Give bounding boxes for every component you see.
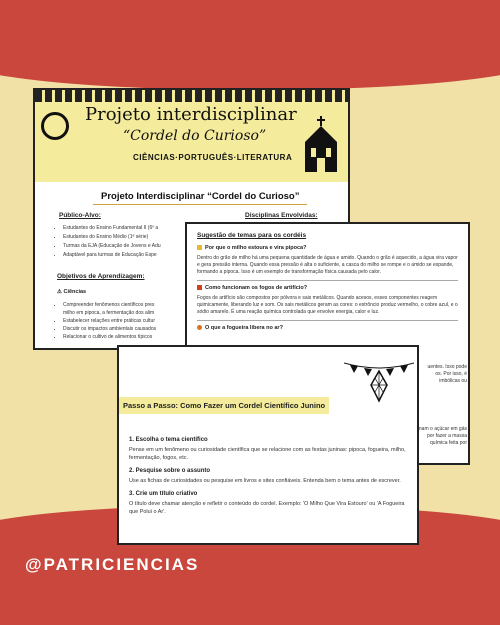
title-banner xyxy=(35,90,348,182)
list-item: • Discutir os impactos ambientais causados xyxy=(63,325,243,333)
publico-heading: Público-Alvo: xyxy=(59,212,101,219)
bunting-flags-icon xyxy=(35,90,348,102)
list-item: • Relacionar o cultivo de alimentos típicos xyxy=(63,333,243,341)
step-2-title: 2. Pesquise sobre o assunto xyxy=(129,468,211,474)
church-icon xyxy=(301,114,341,174)
step-1-title: 1. Escolha o tema científico xyxy=(129,437,208,443)
step-3-title: 3. Crie um título criativo xyxy=(129,491,198,497)
ciencias-label: ⚠ Ciências xyxy=(57,289,87,295)
section-title: Projeto Interdisciplinar “Cordel do Curioso” xyxy=(93,191,307,205)
question-bonfire: O que a fogueira libera no ar? xyxy=(197,325,458,331)
list-item: • Compreender fenômenos científicos pres xyxy=(63,301,243,309)
fireworks-icon xyxy=(197,285,202,290)
list-item: • Adaptável para turmas de Educação Espe xyxy=(63,251,243,260)
banner-tags: CIÊNCIAS·PORTUGUÊS·LITERATURA xyxy=(133,153,293,162)
divider xyxy=(197,320,458,321)
disciplinas-heading: Disciplinas Envolvidas: xyxy=(245,212,318,219)
author-handle: @PATRICIENCIAS xyxy=(25,555,200,574)
list-item: • Turmas da EJA (Educação de Jovens e Adu xyxy=(63,242,243,251)
step-3-text: O título deve chamar atenção e refletir o conteúdo do cordel. Exemplo: 'O Milho Que Vira Estouro' ou 'A Fogueira que Polui o Ar'. xyxy=(129,501,405,515)
banner-title: Projeto interdisciplinar xyxy=(85,104,297,125)
list-item: • Estudantes do Ensino Médio (1ª série) xyxy=(63,233,243,242)
banner-subtitle: “Cordel do Curioso” xyxy=(123,128,267,144)
step-1-text: Pense em um fenômeno ou curiosidade científica que se relacione com as festas juninas: pipoca, fogueira, milho, fermentação, fogos, etc. xyxy=(129,447,406,461)
top-wave xyxy=(0,30,500,90)
flask-icon: ⚠ xyxy=(57,289,64,295)
objetivos-heading: Objetivos de Aprendizagem: xyxy=(57,273,145,280)
answer-fireworks: Fogos de artifício são compostos por pólvora e sais metálicos. Quando acesos, esses componentes reagem quimicamente, liberando luz e som. Os sais metálicos geram as cores: o estrôncio produz vermelho, o cobre azul, e o sódio amarelo. É uma reação química controlada que envolve energia, calor e luz. xyxy=(197,295,458,315)
divider xyxy=(197,280,458,281)
answer-bonfire-fragment: uentes. Isso pode os. Por isso, é imbólicas ou xyxy=(427,364,467,384)
list-item: • Estabelecer relações entre práticas cultur xyxy=(63,317,243,325)
steps-sheet xyxy=(117,345,419,545)
fire-icon xyxy=(197,325,202,330)
sun-swirl-icon xyxy=(41,112,69,140)
answer-fermentation-fragment: nam o açúcar em gás por fazer a massa química feita por xyxy=(418,426,467,446)
steps-heading: Passo a Passo: Como Fazer um Cordel Científico Junino xyxy=(119,397,329,414)
question-fireworks: Como funcionam os fogos de artifício? xyxy=(197,285,458,291)
step-2-text: Use as fichas de curiosidades ou pesquise em livros e sites confiáveis. Entenda bem o tema antes de escrever. xyxy=(129,478,401,484)
themes-heading: Sugestão de temas para os cordéis xyxy=(197,232,307,239)
answer-popcorn: Dentro do grão de milho há uma pequena quantidade de água e amido. Quando o grão é aquecido, a água vira vapor e gera pressão interna. Quando essa pressão é alta o suficiente, a casca do milho se rompe e o amido se expande, formando a pipoca. Isso é um exemplo de transformação física causada pelo calor. xyxy=(197,255,458,275)
list-item: • Estudantes do Ensino Fundamental II (6º a xyxy=(63,224,243,233)
list-item: milho em pipoca, a fermentação dos alim xyxy=(63,310,155,316)
question-popcorn: Por que o milho estoura e vira pipoca? xyxy=(197,245,458,251)
popcorn-icon xyxy=(197,245,202,250)
lantern-bunting-icon xyxy=(344,357,414,407)
